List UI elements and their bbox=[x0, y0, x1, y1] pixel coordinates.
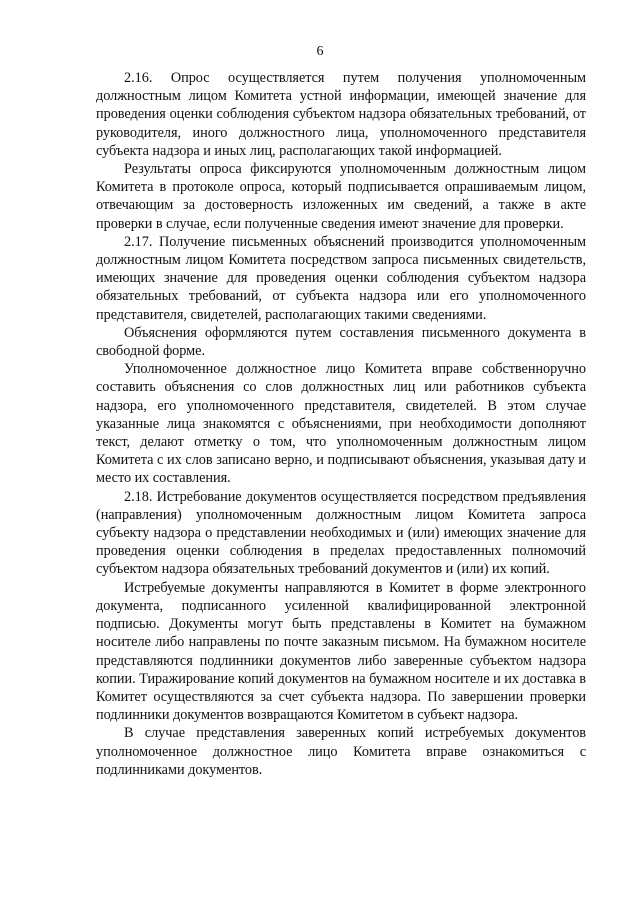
paragraph-explanations-form: Объяснения оформляются путем составления письменного документа в свободной форме. bbox=[96, 324, 586, 360]
paragraph-requested-documents: Истребуемые документы направляются в Комитет в форме электронного документа, подписанного усиленной квалифицированной электронной подписью. Документы могут быть представлены в Комитет на бумажном носителе либо направлены по почте заказным письмом. На бумажном носителе представляются подлинники документов либо заверенные субъектом надзора копии. Тиражирование копий документов на бумажном носителе и их доставка в Комитет осуществляются за счет субъекта надзора. По завершении проверки подлинники документов возвращаются Комитетом в субъект надзора. bbox=[96, 579, 586, 724]
paragraph-2-17: 2.17. Получение письменных объяснений производится уполномоченным должностным лицом Комитета посредством запроса письменных свидетельств, имеющих значение для проведения оценки соблюдения субъектом надзора обязательных требований, от субъекта надзора или его уполномоченного представителя, свидетелей, располагающих такими сведениями. bbox=[96, 233, 586, 323]
paragraph-certified-copies: В случае представления заверенных копий истребуемых документов уполномоченное должностное лицо Комитета вправе ознакомиться с подлинниками документов. bbox=[96, 725, 586, 778]
paragraph-2-18: 2.18. Истребование документов осуществляется посредством предъявления (направления) уполномоченным должностным лицом Комитета запроса субъекту надзора о представлении необходимых и (или) имеющих значение для проведения оценки соблюдения в пределах предоставленных полномочий субъектом надзора обязательных требований документов и (или) их копий. bbox=[96, 488, 586, 578]
paragraph-explanations-drafting: Уполномоченное должностное лицо Комитета вправе собственноручно составить объяснения со слов должностных лиц или работников субъекта надзора, его уполномоченного представителя, свидетелей. В этом случае указанные лица знакомятся с объяснениями, при необходимости дополняют текст, делают отметку о том, что уполномоченным должностным лицом Комитета с их слов записано верно, и подписывают объяснения, указывая дату и место их составления. bbox=[96, 361, 586, 487]
paragraph-survey-results: Результаты опроса фиксируются уполномоченным должностным лицом Комитета в протоколе опроса, который подписывается опрашиваемым лицом, отвечающим за достоверность изложенных им сведений, а также в акте проверки в случае, если полученные сведения имеют значение для проверки. bbox=[96, 161, 586, 232]
page-number: 6 bbox=[316, 44, 324, 59]
paragraph-2-16: 2.16. Опрос осуществляется путем получения уполномоченным должностным лицом Комитета устной информации, имеющей значение для проведения оценки соблюдения субъектом надзора обязательных требований, от руководителя, иного должностного лица, уполномоченного представителя субъекта надзора и иных лиц, располагающих такой информацией. bbox=[96, 70, 586, 159]
body-text bbox=[96, 69, 586, 779]
